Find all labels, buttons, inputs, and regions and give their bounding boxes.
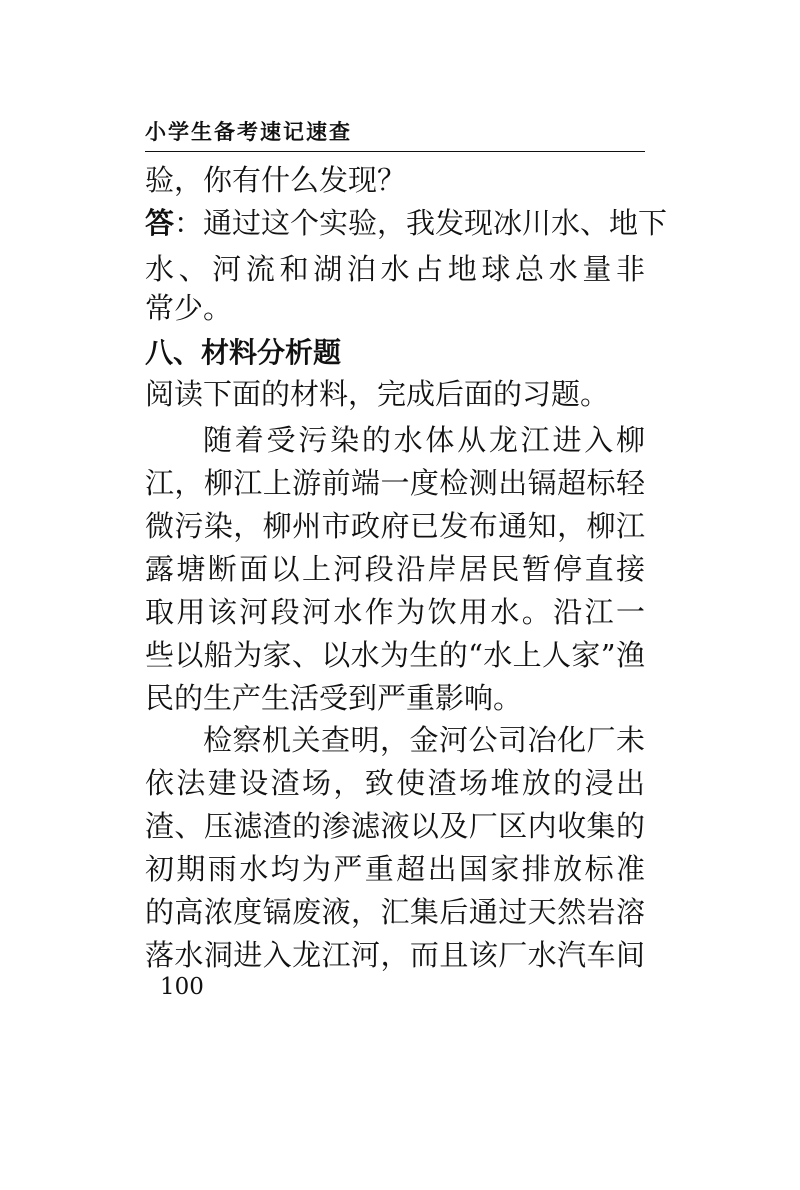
paragraph-line: 露塘断面以上河段沿岸居民暂停直接 <box>145 552 645 586</box>
answer-line <box>145 203 668 243</box>
paragraph-line: 民的生产生活受到严重影响。 <box>145 681 523 715</box>
paragraph-line: 的高浓度镉废液，汇集后通过天然岩溶 <box>145 895 645 929</box>
header-rule <box>145 151 645 152</box>
page-number: 100 <box>160 974 204 1000</box>
paragraph-line: 检察机关查明，金河公司冶化厂未 <box>203 723 645 757</box>
paragraph-line: 初期雨水均为严重超出国家排放标准 <box>145 852 645 886</box>
paragraph-line: 随着受污染的水体从龙江进入柳 <box>203 423 645 457</box>
section-heading: 八、材料分析题 <box>145 336 342 369</box>
paragraph-line: 取用该河段河水作为饮用水。沿江一 <box>145 595 645 629</box>
instruction: 阅读下面的材料，完成后面的习题。 <box>145 377 610 411</box>
answer-line: 常少。 <box>145 291 233 325</box>
answer-text: ：通过这个实验，我发现冰川水、地下 <box>174 206 668 240</box>
paragraph-line: 微污染，柳州市政府已发布通知，柳江 <box>145 509 645 543</box>
paragraph-line: 些以船为家、以水为生的“水上人家”渔 <box>145 638 645 672</box>
answer-line: 水、河流和湖泊水占地球总水量非 <box>145 252 645 286</box>
paragraph-line: 依法建设渣场，致使渣场堆放的浸出 <box>145 766 645 800</box>
running-head: 小学生备考速记速查 <box>145 120 352 144</box>
paragraph-line: 渣、压滤渣的渗滤液以及厂区内收集的 <box>145 809 645 843</box>
answer-label: 答 <box>145 206 175 240</box>
paragraph-line: 落水洞进入龙江河，而且该厂水汽车间 <box>145 938 645 972</box>
question-tail: 验，你有什么发现？ <box>145 163 407 197</box>
paragraph-line: 江，柳江上游前端一度检测出镉超标轻 <box>145 466 645 500</box>
